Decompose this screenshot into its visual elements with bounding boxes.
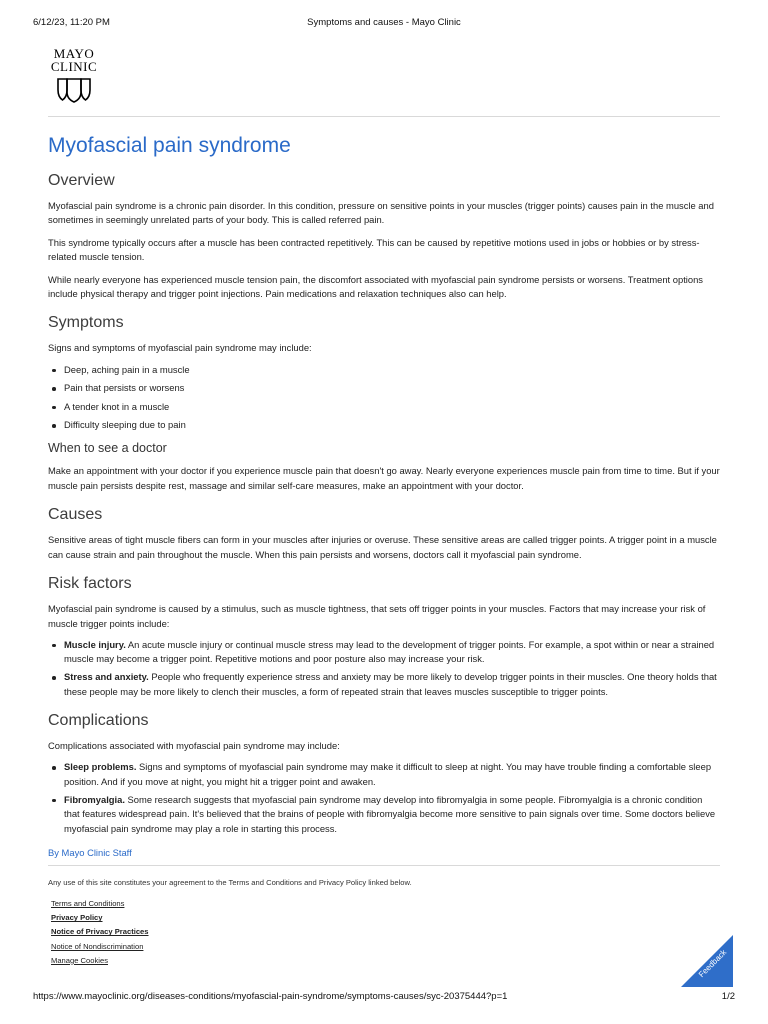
list-item-text: Signs and symptoms of myofascial pain syndrome may make it difficult to sleep at night. You may have trouble finding a comfortable sleep position. And if you move at night, you might hit a trigger point and awaken.	[64, 761, 712, 787]
list-item: A tender knot in a muscle	[48, 400, 720, 414]
doctor-paragraph: Make an appointment with your doctor if you experience muscle pain that doesn't go away. Nearly everyone experiences muscle pain from time to time. But if your muscle pain persists despite rest, massage and similar self-care measures, make an appointment with your doctor.	[48, 465, 720, 491]
list-item-term: Sleep problems.	[64, 761, 137, 773]
print-footer	[33, 991, 735, 1005]
overview-heading: Overview	[48, 172, 115, 189]
risk-factors-heading: Risk factors	[48, 575, 132, 593]
privacy-practices-link[interactable]: Notice of Privacy Practices	[51, 927, 149, 937]
byline-link[interactable]: By Mayo Clinic Staff	[48, 846, 132, 858]
print-page-number: 1/2	[721, 991, 735, 1002]
header-divider	[48, 116, 720, 117]
article-content	[48, 118, 720, 968]
list-item: Difficulty sleeping due to pain	[48, 418, 720, 432]
complications-list	[48, 760, 720, 836]
manage-cookies-link[interactable]: Manage Cookies	[51, 955, 108, 965]
doctor-heading: When to see a doctor	[48, 441, 167, 456]
privacy-policy-link[interactable]: Privacy Policy	[51, 913, 103, 923]
risk-factors-intro: Myofascial pain syndrome is caused by a stimulus, such as muscle tightness, that sets off trigger points in your muscles. Factors that may increase your risk of muscle trigger points include:	[48, 603, 706, 629]
overview-paragraph-2: This syndrome typically occurs after a muscle has been contracted repetitively. This can be caused by repetitive motions used in jobs or hobbies or by stress-related muscle tension.	[48, 236, 700, 263]
list-item-term: Fibromyalgia.	[64, 793, 125, 805]
causes-heading: Causes	[48, 506, 103, 524]
list-item	[48, 670, 720, 699]
symptoms-intro: Signs and symptoms of myofascial pain syndrome may include:	[48, 342, 312, 354]
symptoms-heading: Symptoms	[48, 314, 124, 332]
overview-paragraph-3: While nearly everyone has experienced muscle tension pain, the discomfort associated with myofascial pain syndrome persists or worsens. Treatment options include physical therapy and trigger point injections. Pain medications and relaxation techniques also can help.	[48, 273, 703, 300]
mayo-clinic-logo[interactable]	[48, 47, 100, 105]
legal-links	[48, 897, 720, 968]
print-header	[33, 17, 735, 31]
symptoms-list	[48, 363, 720, 433]
print-url: https://www.mayoclinic.org/diseases-conditions/myofascial-pain-syndrome/symptoms-causes/syc-20375444?p=1	[33, 991, 508, 1002]
logo-text-line2: CLINIC	[50, 59, 98, 74]
print-datetime: 6/12/23, 11:20 PM	[33, 17, 110, 28]
nondiscrimination-link[interactable]: Notice of Nondiscrimination	[51, 941, 144, 951]
print-page-title: Symptoms and causes - Mayo Clinic	[307, 17, 461, 28]
feedback-tab[interactable]	[681, 935, 733, 987]
causes-paragraph: Sensitive areas of tight muscle fibers can form in your muscles after injuries or overuse. These sensitive areas are called trigger points. A trigger point in a muscle can cause strain and pain throughout the muscle. When this pain persists and worsens, doctors call it myofascial pain syndrome.	[48, 534, 717, 560]
list-item-text: Some research suggests that myofascial pain syndrome may develop into fibromyalgia in some people. Fibromyalgia is a chronic condition that features widespread pain. It's believed that the brains of people with fibromyalgia become more sensitive to pain signals over time. Some doctors believe myofascial pain syndrome may play a role in starting this process.	[64, 793, 716, 834]
list-item-text: An acute muscle injury or continual muscle stress may lead to the development of trigger points. For example, a spot within or near a strained muscle may become a trigger point. Repetitive motions and poor posture also may increase your risk.	[64, 638, 715, 665]
risk-factors-list	[48, 638, 720, 699]
list-item-term: Muscle injury.	[64, 638, 126, 650]
feedback-label: Feedback	[696, 947, 729, 980]
list-item	[48, 638, 720, 667]
footer-divider	[48, 865, 720, 866]
overview-paragraph-1: Myofascial pain syndrome is a chronic pain disorder. In this condition, pressure on sensitive points in your muscles (trigger points) causes pain in the muscle and sometimes in seemingly unrelated parts of your body. This is called referred pain.	[48, 200, 714, 226]
terms-link[interactable]: Terms and Conditions	[51, 898, 125, 908]
list-item	[48, 793, 720, 836]
list-item: Deep, aching pain in a muscle	[48, 363, 720, 377]
list-item: Pain that persists or worsens	[48, 381, 720, 395]
list-item-term: Stress and anxiety.	[64, 671, 149, 683]
list-item	[48, 760, 720, 789]
list-item-text: People who frequently experience stress and anxiety may be more likely to develop trigger points in their muscles. One theory holds that these people may be more likely to clench their muscles, a form of repeated strain that leaves muscles susceptible to trigger points.	[64, 671, 717, 697]
complications-intro: Complications associated with myofascial pain syndrome may include:	[48, 740, 340, 752]
logo-text-line1: MAYO	[53, 46, 95, 61]
complications-heading: Complications	[48, 712, 149, 730]
page-title: Myofascial pain syndrome	[48, 134, 291, 157]
legal-note: Any use of this site constitutes your agreement to the Terms and Conditions and Privacy Policy linked below.	[48, 877, 412, 887]
shield-logo-icon	[48, 76, 100, 105]
